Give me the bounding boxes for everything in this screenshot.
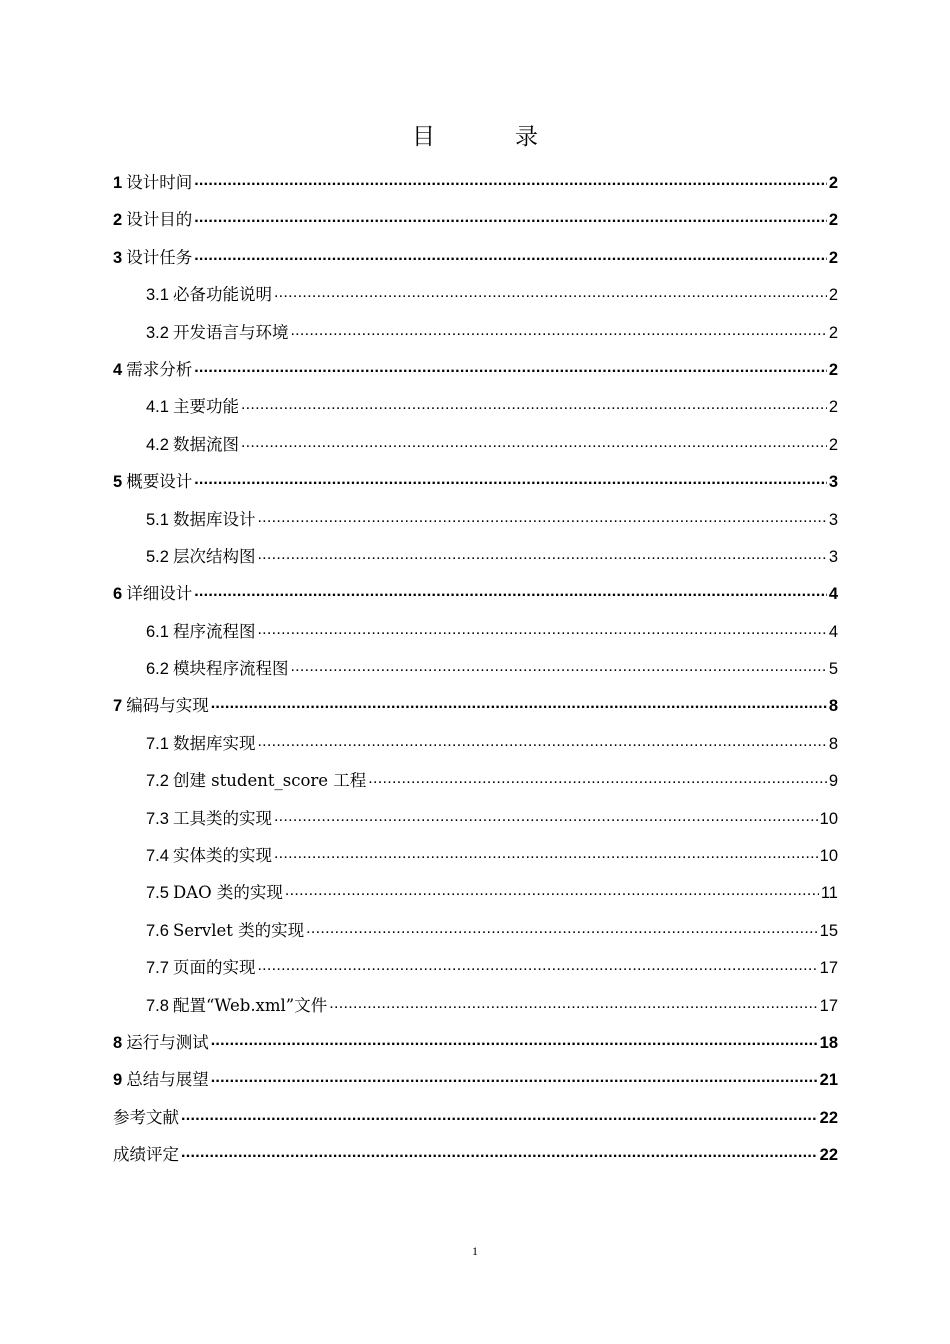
toc-entry-label: 数据流图 xyxy=(172,434,239,454)
toc-entry-number: 3.1 xyxy=(146,286,169,305)
toc-entry-label: 成绩评定 xyxy=(113,1145,179,1165)
toc-dot-leader xyxy=(329,984,817,1022)
toc-entry[interactable] xyxy=(113,1099,838,1136)
toc-entry[interactable] xyxy=(113,538,838,575)
toc-entry-page: 2 xyxy=(828,323,838,342)
page-number: 1 xyxy=(472,1244,478,1258)
toc-dot-leader xyxy=(257,610,826,648)
toc-entry-page: 22 xyxy=(819,1146,838,1165)
toc-entry-number: 7.6 xyxy=(146,921,169,940)
toc-entry[interactable] xyxy=(113,201,838,238)
toc-dot-leader xyxy=(181,1133,818,1171)
toc-entry-label: DAO 类的实现 xyxy=(172,883,283,903)
toc-entry-page: 2 xyxy=(828,398,838,417)
toc-entry[interactable] xyxy=(113,800,838,837)
toc-entry-label: 概要设计 xyxy=(126,472,193,492)
toc-dot-leader xyxy=(211,1021,818,1059)
toc-entry[interactable] xyxy=(113,501,838,538)
toc-entry-number: 7.8 xyxy=(146,996,169,1015)
toc-entry[interactable] xyxy=(113,276,838,313)
toc-entry-label: 数据库设计 xyxy=(172,509,256,529)
toc-entry-number: 6.2 xyxy=(146,660,169,679)
toc-dot-leader xyxy=(194,236,827,274)
toc-entry[interactable] xyxy=(113,837,838,874)
toc-entry-label: 编码与实现 xyxy=(126,696,209,716)
toc-entry[interactable] xyxy=(113,1136,838,1173)
toc-entry-label: 设计任务 xyxy=(126,247,193,267)
toc-entry-page: 18 xyxy=(819,1033,838,1052)
toc-entry[interactable] xyxy=(113,874,838,911)
toc-dot-leader xyxy=(274,834,818,872)
toc-entry-label: 需求分析 xyxy=(126,359,193,379)
toc-entry[interactable] xyxy=(113,164,838,201)
toc-entry-label: 程序流程图 xyxy=(172,621,256,641)
toc-entry-number: 3 xyxy=(113,248,123,267)
toc-entry-page: 3 xyxy=(828,547,838,566)
toc-entry-page: 2 xyxy=(828,211,838,230)
toc-entry-label: 必备功能说明 xyxy=(172,285,272,305)
toc-entry-page: 5 xyxy=(828,660,838,679)
toc-dot-leader xyxy=(241,423,827,461)
toc-entry-number: 4 xyxy=(113,360,123,379)
toc-entry-label: 总结与展望 xyxy=(126,1070,209,1090)
toc-entry-page: 11 xyxy=(820,884,838,903)
toc-entry-number: 4.1 xyxy=(146,398,169,417)
toc-entry-label: 参考文献 xyxy=(113,1107,179,1127)
toc-entry-page: 2 xyxy=(828,174,838,192)
toc-entry-label: 设计时间 xyxy=(126,173,193,192)
toc-entry-label: Servlet 类的实现 xyxy=(172,920,305,940)
toc-entry[interactable] xyxy=(113,1024,838,1061)
toc-dot-leader xyxy=(285,871,819,909)
toc-entry-number: 2 xyxy=(113,211,123,230)
toc-entry-number: 9 xyxy=(113,1071,123,1090)
toc-entry-label: 运行与测试 xyxy=(126,1032,209,1052)
toc-entry-page: 4 xyxy=(828,585,838,604)
toc-entry-number: 4.2 xyxy=(146,435,169,454)
toc-dot-leader xyxy=(194,572,827,610)
toc-dot-leader xyxy=(211,1058,818,1096)
toc-entry[interactable] xyxy=(113,725,838,762)
toc-dot-leader xyxy=(194,460,827,498)
toc-entry-number: 7.4 xyxy=(146,847,169,866)
toc-entry-label: 模块程序流程图 xyxy=(172,659,289,679)
toc-entry-number: 7.5 xyxy=(146,884,169,903)
toc-entry-number: 8 xyxy=(113,1033,123,1052)
toc-entry-label: 设计目的 xyxy=(126,210,193,230)
toc-dot-leader xyxy=(194,198,827,236)
toc-entry-page: 15 xyxy=(819,921,838,940)
toc-entry[interactable] xyxy=(113,613,838,650)
toc-entry-number: 7 xyxy=(113,697,123,716)
toc-entry-page: 3 xyxy=(828,473,838,492)
toc-entry-number: 7.3 xyxy=(146,809,169,828)
toc-entry[interactable] xyxy=(113,463,838,500)
toc-entry-number: 7.1 xyxy=(146,734,169,753)
toc-entry-page: 2 xyxy=(828,360,838,379)
toc-entry-label: 数据库实现 xyxy=(172,733,256,753)
toc-entry-number: 6.1 xyxy=(146,622,169,641)
toc-entry[interactable] xyxy=(113,987,838,1024)
toc-dot-leader xyxy=(194,348,827,386)
toc-entry[interactable] xyxy=(113,949,838,986)
toc-entry-page: 2 xyxy=(828,435,838,454)
toc-entry-label: 开发语言与环境 xyxy=(172,322,289,342)
toc-entry-page: 2 xyxy=(828,248,838,267)
toc-dot-leader xyxy=(368,759,827,797)
toc-entry-page: 8 xyxy=(828,697,838,716)
toc-dot-leader xyxy=(274,273,827,311)
toc-dot-leader xyxy=(211,684,827,722)
toc-entry-page: 10 xyxy=(819,809,838,828)
toc-entry[interactable] xyxy=(113,687,838,724)
toc-entry-label: 工具类的实现 xyxy=(172,808,272,828)
table-of-contents xyxy=(113,164,838,1174)
toc-entry-page: 2 xyxy=(828,286,838,305)
toc-entry-label: 实体类的实现 xyxy=(172,846,272,866)
toc-entry-number: 7.7 xyxy=(146,959,169,978)
toc-entry-label: 详细设计 xyxy=(126,584,193,604)
toc-dot-leader xyxy=(290,311,826,349)
toc-entry-number: 6 xyxy=(113,585,123,604)
toc-dot-leader xyxy=(290,647,826,685)
toc-entry-label: 创建 student_score 工程 xyxy=(172,771,367,791)
toc-entry-page: 17 xyxy=(819,996,838,1015)
toc-dot-leader xyxy=(274,797,818,835)
toc-entry-page: 10 xyxy=(819,847,838,866)
toc-entry[interactable] xyxy=(113,426,838,463)
toc-entry-page: 4 xyxy=(828,622,838,641)
toc-entry-page: 17 xyxy=(819,959,838,978)
toc-entry-label: 层次结构图 xyxy=(172,546,256,566)
toc-dot-leader xyxy=(194,161,827,199)
toc-entry[interactable] xyxy=(113,762,838,799)
toc-entry[interactable] xyxy=(113,1061,838,1098)
toc-entry-page: 3 xyxy=(828,510,838,529)
toc-dot-leader xyxy=(257,498,826,536)
title-char-1: 目 xyxy=(412,124,435,150)
toc-entry-label: 页面的实现 xyxy=(172,958,256,978)
toc-entry-page: 8 xyxy=(828,734,838,753)
toc-entry-number: 5.2 xyxy=(146,547,169,566)
toc-entry-page: 21 xyxy=(819,1071,838,1090)
toc-entry-number: 3.2 xyxy=(146,323,169,342)
toc-entry[interactable] xyxy=(113,239,838,276)
toc-dot-leader xyxy=(257,722,826,760)
toc-dot-leader xyxy=(241,385,827,423)
page-title xyxy=(0,118,950,151)
toc-entry[interactable] xyxy=(113,388,838,425)
toc-entry-page: 22 xyxy=(819,1108,838,1127)
toc-entry[interactable] xyxy=(113,650,838,687)
toc-entry[interactable] xyxy=(113,912,838,949)
toc-entry-page: 9 xyxy=(828,772,838,791)
title-char-2: 录 xyxy=(515,124,538,150)
toc-dot-leader xyxy=(306,909,818,947)
toc-dot-leader xyxy=(257,535,826,573)
toc-entry[interactable] xyxy=(113,351,838,388)
toc-entry-label: 主要功能 xyxy=(172,397,239,417)
toc-entry-number: 7.2 xyxy=(146,772,169,791)
toc-entry[interactable] xyxy=(113,314,838,351)
toc-entry-label: 配置“Web.xml”文件 xyxy=(172,995,328,1015)
toc-entry-number: 5.1 xyxy=(146,510,169,529)
toc-entry-number: 5 xyxy=(113,473,123,492)
toc-entry-number: 1 xyxy=(113,174,123,192)
toc-entry[interactable] xyxy=(113,575,838,612)
toc-dot-leader xyxy=(257,946,817,984)
toc-dot-leader xyxy=(181,1096,818,1134)
